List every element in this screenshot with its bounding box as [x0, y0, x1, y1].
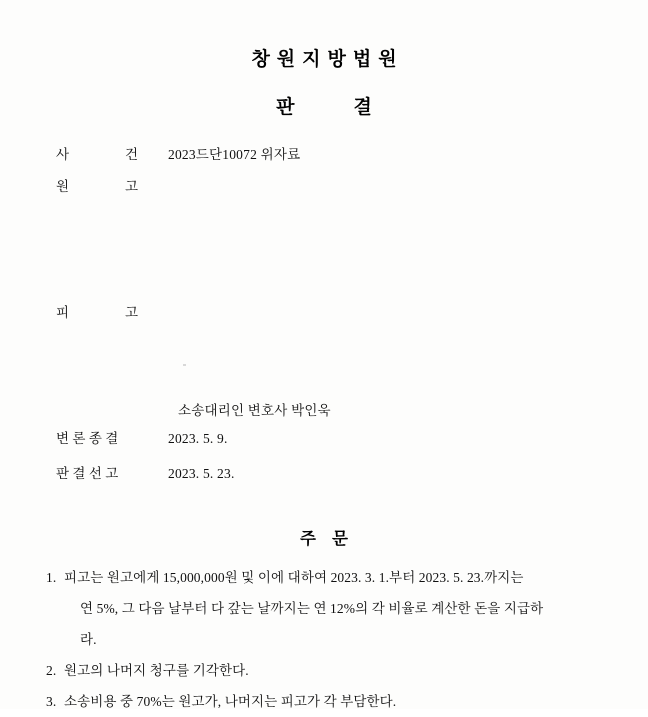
order-items-list	[46, 562, 606, 717]
defendant-label-char-1: 피	[56, 305, 70, 320]
order-item-line: 피고는 원고에게 15,000,000원 및 이에 대하여 2023. 3. 1.부터 2023. 5. 23.까지는	[64, 570, 524, 585]
document-type-first-char: 판	[276, 97, 302, 118]
order-item-line: 소송비용 중 70%는 원고가, 나머지는 피고가 각 부담한다.	[64, 694, 397, 709]
list-item	[46, 655, 606, 686]
order-item-line: 라.	[80, 632, 97, 647]
plaintiff-row	[56, 178, 616, 196]
defendant-label	[56, 304, 168, 322]
plaintiff-label-char-1: 원	[56, 179, 70, 194]
redaction-mark	[183, 364, 186, 366]
list-item	[46, 562, 606, 655]
plaintiff-label	[56, 178, 168, 196]
case-number-row	[56, 146, 616, 164]
defendant-label-char-2: 고	[125, 305, 139, 320]
defendant-row	[56, 304, 616, 322]
case-label-char-1: 사	[56, 147, 70, 162]
sentencing-date-value: 2023. 5. 23.	[168, 466, 235, 481]
order-section-heading: 주 문	[299, 529, 354, 548]
document-type-heading	[0, 92, 648, 119]
order-item-number: 2.	[46, 663, 57, 678]
attorney-line: 소송대리인 변호사 박인욱	[178, 403, 331, 418]
sentencing-date-row	[56, 465, 616, 483]
list-item	[46, 686, 606, 717]
order-item-line: 원고의 나머지 청구를 기각한다.	[64, 663, 249, 678]
closing-date-value: 2023. 5. 9.	[168, 431, 228, 446]
order-item-number: 1.	[46, 570, 57, 585]
sentencing-date-label: 판 결 선 고	[56, 466, 119, 481]
order-item-body	[64, 655, 594, 686]
court-name-heading: 창원지방법원	[251, 49, 404, 70]
case-label-char-2: 건	[125, 147, 139, 162]
closing-date-label: 변 론 종 결	[56, 431, 119, 446]
case-number-value: 2023드단10072 위자료	[168, 147, 301, 162]
plaintiff-label-char-2: 고	[125, 179, 139, 194]
document-type-second-char: 결	[353, 97, 379, 118]
closing-date-row	[56, 430, 616, 448]
order-item-number: 3.	[46, 694, 57, 709]
order-item-line: 연 5%, 그 다음 날부터 다 갚는 날까지는 연 12%의 각 비율로 계산한 돈을 지급하	[80, 601, 544, 616]
order-item-body	[64, 686, 594, 717]
case-number-label	[56, 146, 168, 164]
order-item-body	[64, 562, 594, 655]
